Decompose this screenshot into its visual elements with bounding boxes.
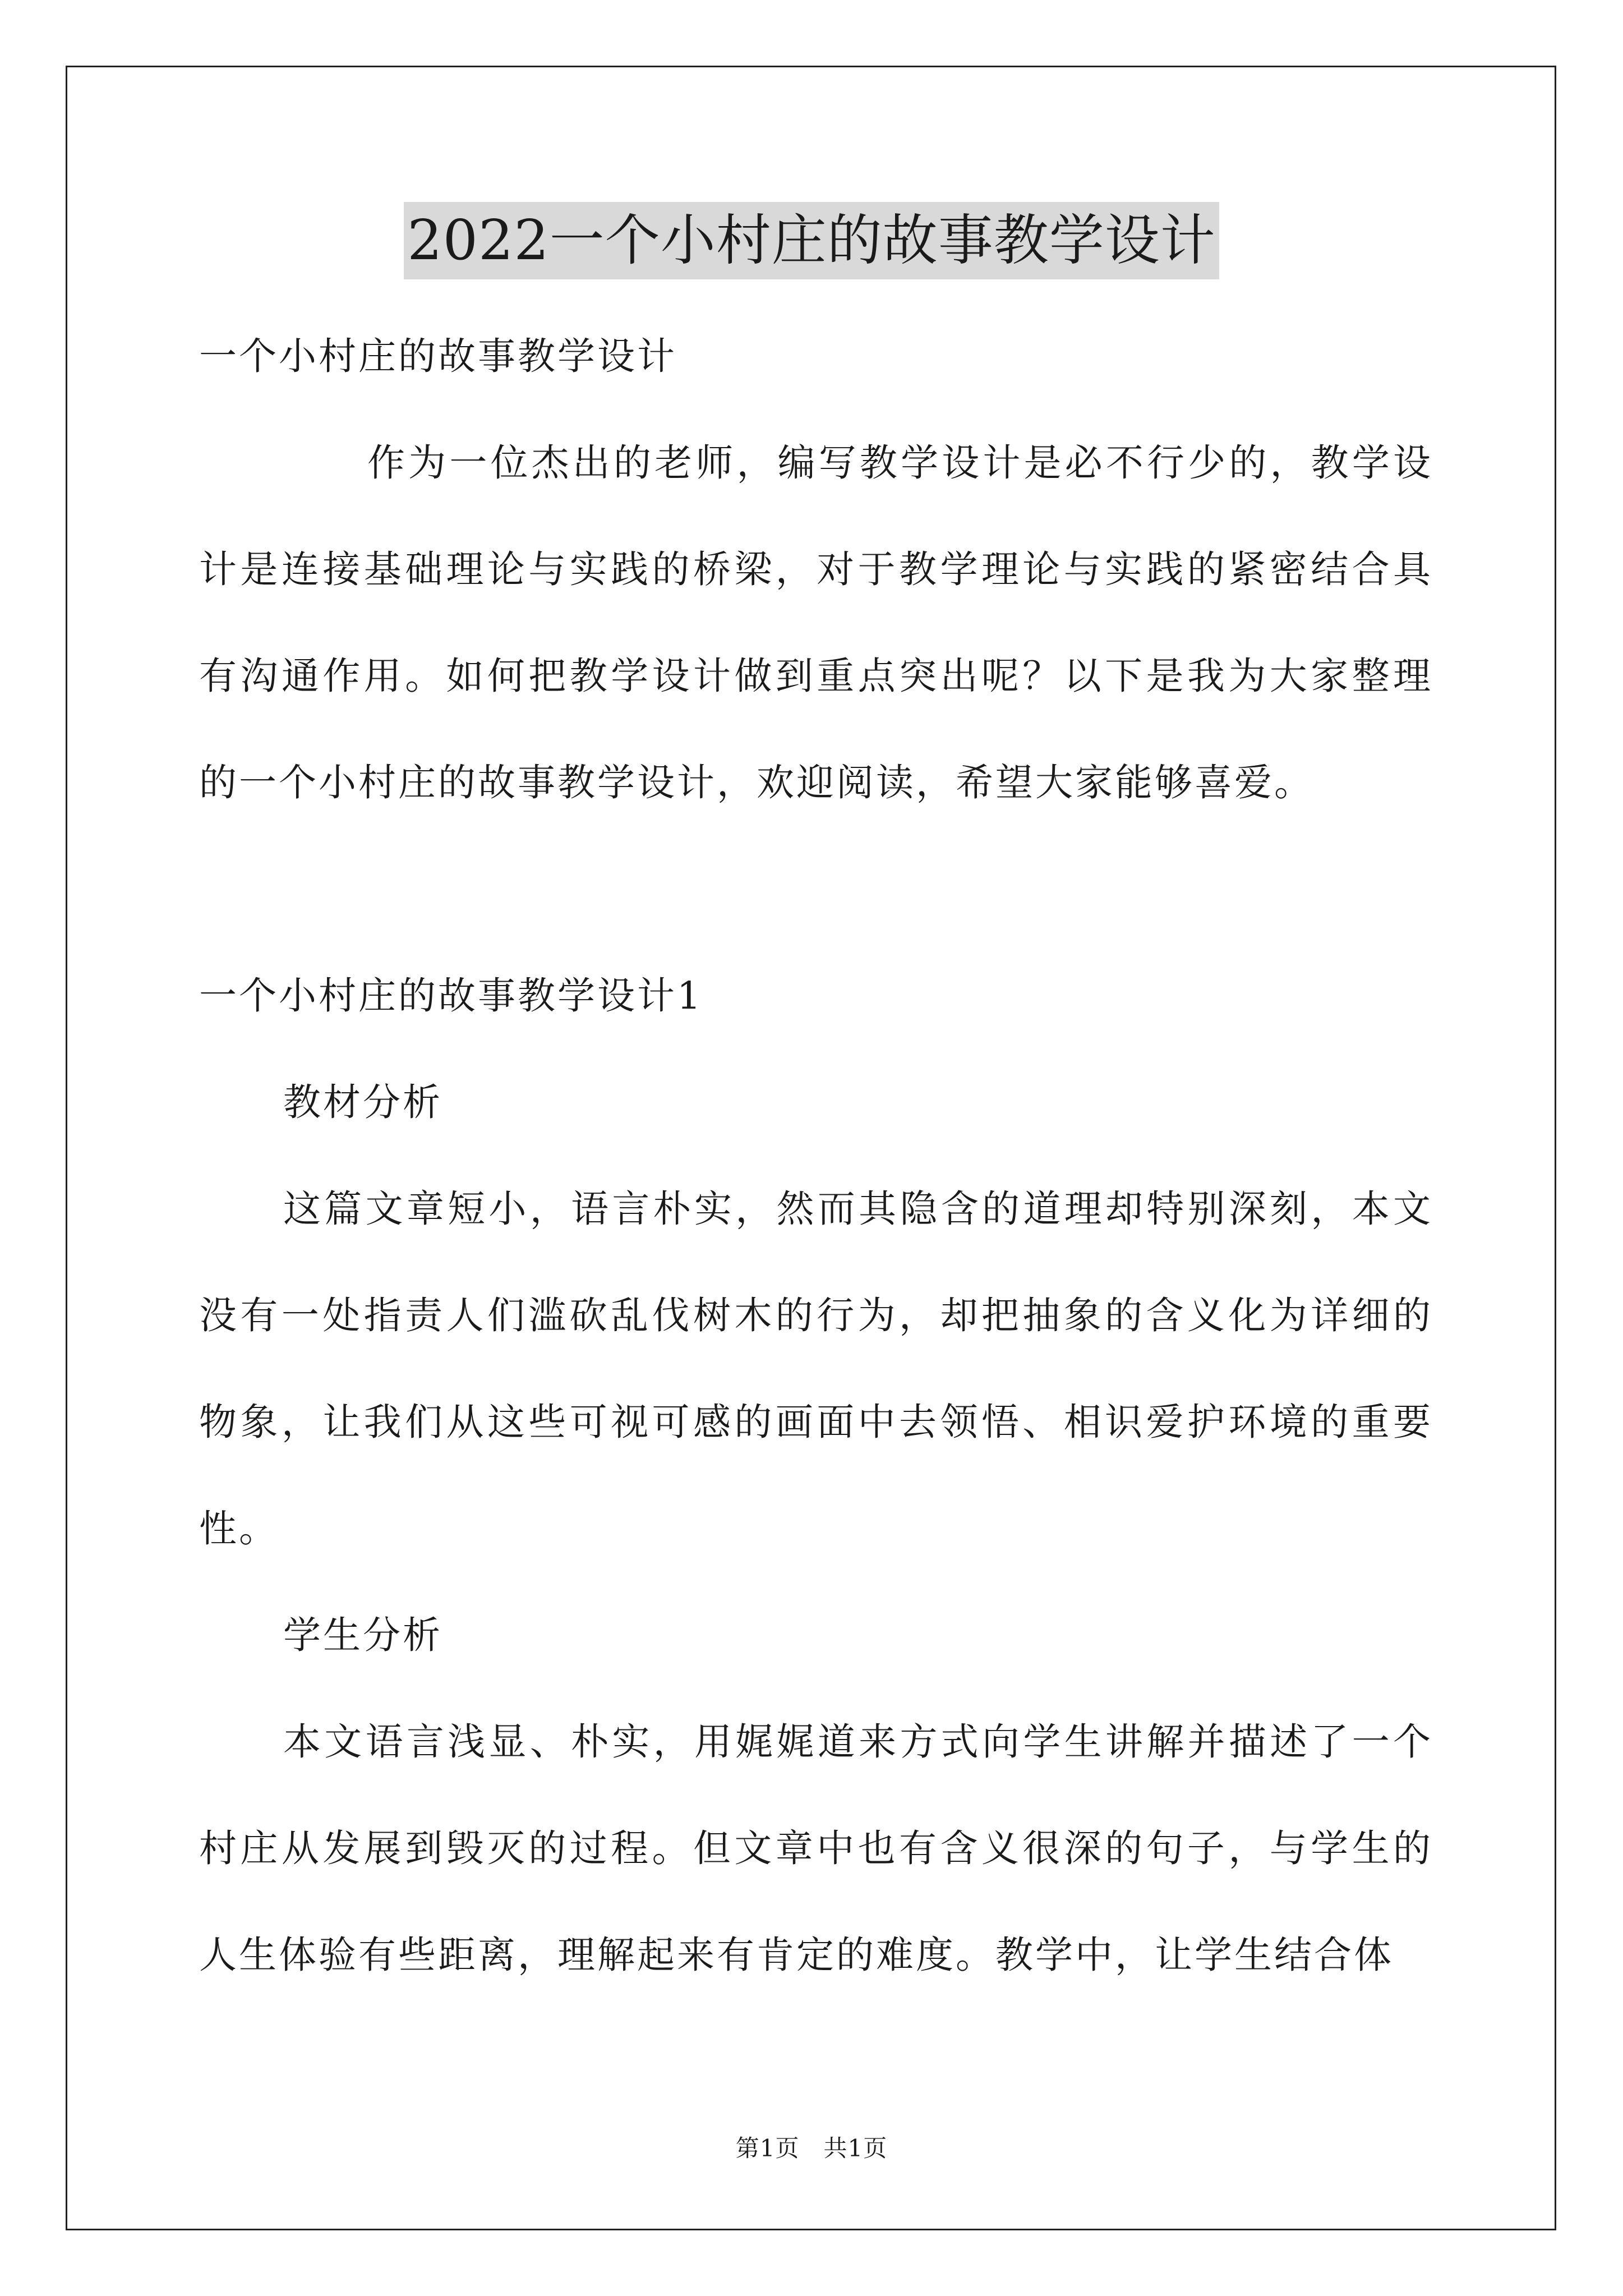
subheading-textbook-analysis: 教材分析	[283, 1080, 442, 1124]
section-heading: 一个小村庄的故事教学设计1	[199, 974, 703, 1018]
page-footer: 第1页 共1页	[735, 2134, 888, 2162]
section-spacer	[199, 836, 1433, 942]
title-container	[0, 202, 1623, 279]
paragraph-student-analysis: 本文语言浅显、朴实，用娓娓道来方式向学生讲解并描述了一个村庄从发展到毁灭的过程。但文章中也有含义很深的句子，与学生的人生体验有些距离，理解起来有肯定的难度。教学中，让学生结合体	[199, 1720, 1433, 1977]
document-subtitle: 一个小村庄的故事教学设计	[199, 334, 677, 378]
document-title: 2022一个小村庄的故事教学设计	[404, 202, 1219, 279]
intro-paragraph: 作为一位杰出的老师，编写教学设计是必不行少的，教学设计是连接基础理论与实践的桥梁，对于教学理论与实践的紧密结合具有沟通作用。如何把教学设计做到重点突出呢？以下是我为大家整理的一个小村庄的故事教学设计，欢迎阅读，希望大家能够喜爱。	[199, 441, 1433, 804]
paragraph-textbook-analysis: 这篇文章短小，语言朴实，然而其隐含的道理却特别深刻，本文没有一处指责人们滥砍乱伐树木的行为，却把抽象的含义化为详细的物象，让我们从这些可视可感的画面中去领悟、相识爱护环境的重要性。	[199, 1187, 1433, 1550]
subheading-student-analysis: 学生分析	[283, 1613, 442, 1657]
document-body	[199, 303, 1433, 2008]
